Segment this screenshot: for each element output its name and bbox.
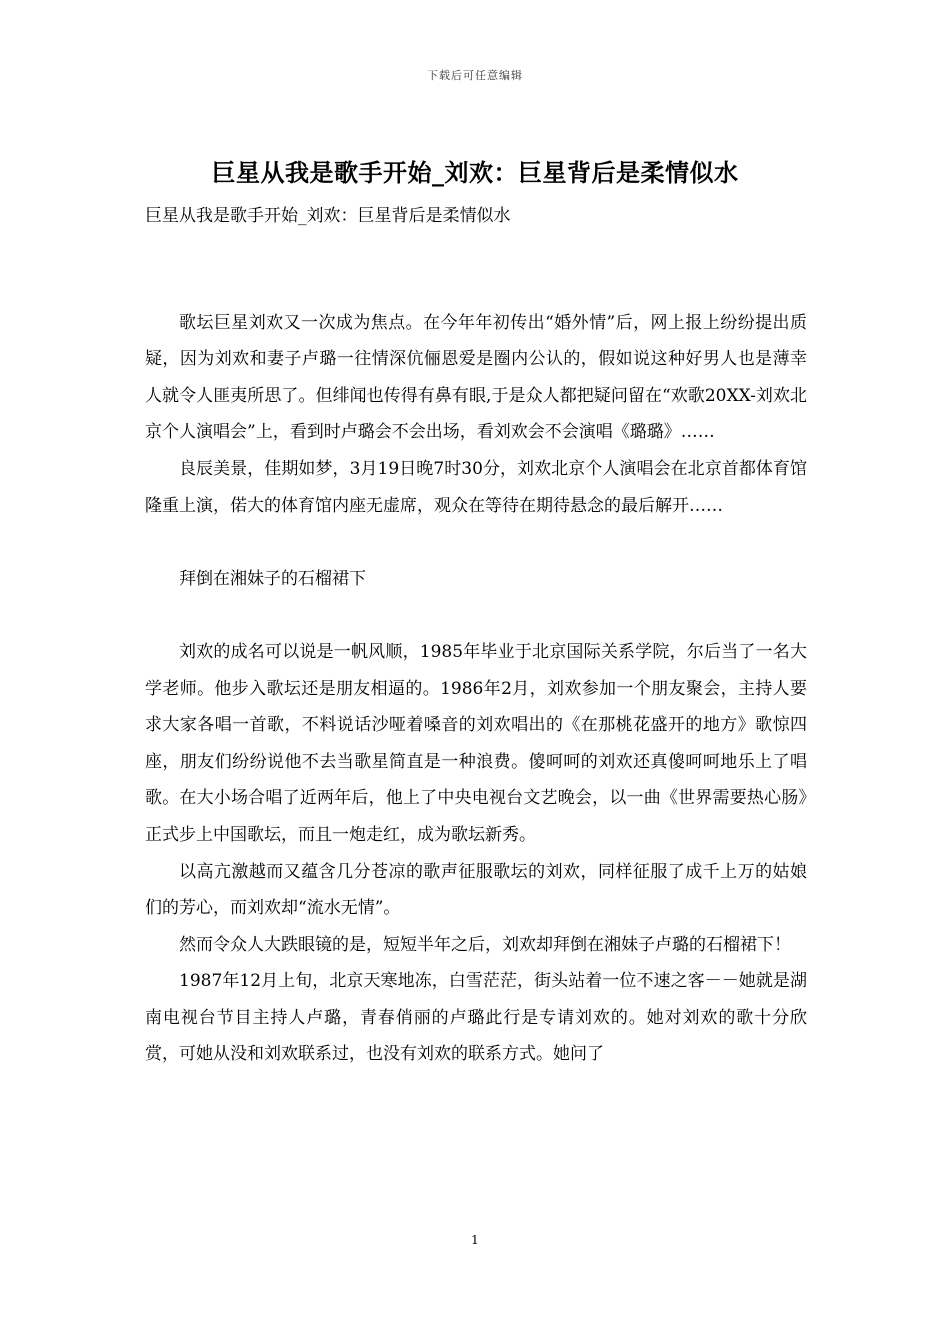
paragraph-concert: 良辰美景，佳期如梦，3月19日晚7时30分，刘欢北京个人演唱会在北京首都体育馆隆重上演，偌大的体育馆内座无虚席，观众在等待在期待悬念的最后解开…… <box>145 458 807 516</box>
paragraph-surprise: 然而令众人大跌眼镜的是，短短半年之后，刘欢却拜倒在湘妹子卢璐的石榴裙下！ <box>179 934 791 955</box>
paragraph-career: 刘欢的成名可以说是一帆风顺，1985年毕业于北京国际关系学院，尔后当了一名大学老师。他步入歌坛还是朋友相逼的。1986年2月，刘欢参加一个朋友聚会，主持人要求大家各唱一首歌，不料说话沙哑着嗓音的刘欢唱出的《在那桃花盛开的地方》歌惊四座，朋友们纷纷说他不去当歌星简直是一种浪费。傻呵呵的刘欢还真傻呵呵地乐上了唱歌。在大小场合唱了近两年后，他上了中央电视台文艺晚会，以一曲《世界需要热心肠》正式步上中国歌坛，而且一炮走红，成为歌坛新秀。 <box>145 641 807 845</box>
blank-line <box>145 524 807 561</box>
blank-line <box>145 268 807 305</box>
header-note: 下载后可任意编辑 <box>427 69 523 82</box>
document-subtitle: 巨星从我是歌手开始_刘欢：巨星背后是柔情似水 <box>145 206 511 226</box>
paragraph-hearts: 以高亢激越而又蕴含几分苍凉的歌声征服歌坛的刘欢，同样征服了成千上万的姑娘们的芳心，而刘欢却“流水无情”。 <box>145 861 807 919</box>
document-title: 巨星从我是歌手开始_刘欢：巨星背后是柔情似水 <box>211 159 739 187</box>
section-heading: 拜倒在湘妹子的石榴裙下 <box>179 568 366 589</box>
paragraph-1987: 1987年12月上旬，北京天寒地冻，白雪茫茫，街头站着一位不速之客－－她就是湖南电视台节目主持人卢璐，青春俏丽的卢璐此行是专请刘欢的。她对刘欢的歌十分欣赏，可她从没和刘欢联系过，也没有刘欢的联系方式。她问了 <box>145 971 807 1065</box>
article-body <box>145 268 807 1073</box>
page-number: 1 <box>471 1233 479 1247</box>
blank-line <box>145 597 807 634</box>
paragraph-intro: 歌坛巨星刘欢又一次成为焦点。在今年年初传出“婚外情”后，网上报上纷纷提出质疑，因为刘欢和妻子卢璐一往情深伉俪恩爱是圈内公认的，假如说这种好男人也是薄幸人就令人匪夷所思了。但绯闻也传得有鼻有眼,于是众人都把疑问留在“欢歌20XX-刘欢北京个人演唱会”上，看到时卢璐会不会出场，看刘欢会不会演唱《璐璐》…… <box>145 312 807 443</box>
